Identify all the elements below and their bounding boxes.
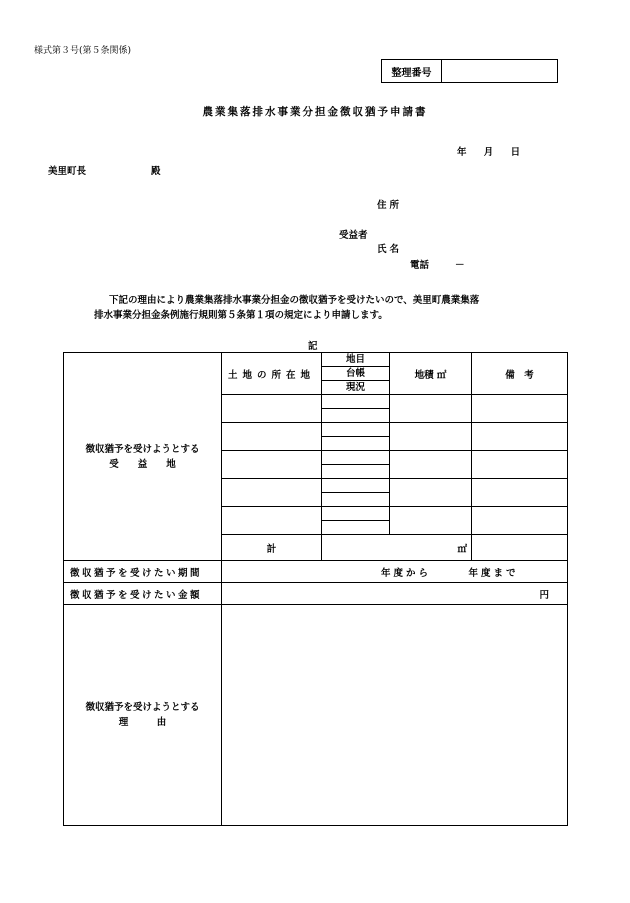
amount-label: 徴収猶予を受けたい金額 bbox=[64, 583, 222, 605]
remarks-input[interactable] bbox=[472, 507, 568, 535]
location-header: 土地の所在地 bbox=[222, 353, 322, 395]
beneficiary-label: 受益者 bbox=[339, 230, 368, 241]
reason-label-line2: 理 由 bbox=[118, 717, 167, 728]
land-label-line1: 徴収猶予を受けようとする bbox=[85, 443, 200, 455]
body-text-line2: 排水事業分担金条例施行規則第５条第１項の規定により申請します。 bbox=[94, 310, 388, 321]
area-input[interactable] bbox=[390, 451, 472, 479]
area-input[interactable] bbox=[390, 423, 472, 451]
chimoku-cell[interactable] bbox=[322, 451, 390, 479]
area-input[interactable] bbox=[390, 507, 472, 535]
form-number: 様式第３号(第５条関係) bbox=[34, 46, 132, 56]
location-input[interactable] bbox=[222, 423, 322, 451]
body-text-line1: 下記の理由により農業集落排水事業分担金の徴収猶予を受けたいので、美里町農業集落 bbox=[109, 295, 480, 306]
location-input[interactable] bbox=[222, 395, 322, 423]
land-label-line2: 受 益 地 bbox=[109, 458, 176, 470]
remarks-input[interactable] bbox=[472, 395, 568, 423]
reason-row bbox=[64, 605, 568, 826]
remarks-input[interactable] bbox=[472, 451, 568, 479]
area-header: 地積 ㎡ bbox=[390, 353, 472, 395]
date-line: 年 月 日 bbox=[457, 147, 521, 158]
chimoku-header-chimoku: 地目 bbox=[322, 353, 389, 367]
chimoku-cell[interactable] bbox=[322, 507, 390, 535]
seiri-number-box bbox=[381, 59, 558, 83]
period-value[interactable]: 年度から 年度まで bbox=[222, 561, 568, 583]
remarks-input[interactable] bbox=[472, 423, 568, 451]
seiri-number-field[interactable] bbox=[442, 60, 557, 82]
amount-row bbox=[64, 583, 568, 605]
reason-input[interactable] bbox=[222, 605, 568, 826]
addressee: 美里町長 bbox=[48, 166, 87, 177]
total-area-cell[interactable] bbox=[322, 535, 472, 561]
total-remarks-cell[interactable] bbox=[472, 535, 568, 561]
phone-label: 電話 bbox=[410, 260, 430, 271]
reason-label-line1: 徴収猶予を受けようとする bbox=[85, 702, 200, 713]
chimoku-cell[interactable] bbox=[322, 395, 390, 423]
honorific: 殿 bbox=[151, 166, 161, 177]
chimoku-header-genkyo: 現況 bbox=[345, 382, 365, 393]
chimoku-header-daicho: 台帳 bbox=[322, 367, 389, 381]
period-label: 徴収猶予を受けたい期間 bbox=[64, 561, 222, 583]
name-label: 氏名 bbox=[377, 244, 403, 255]
area-input[interactable] bbox=[390, 395, 472, 423]
chimoku-cell[interactable] bbox=[322, 423, 390, 451]
application-table bbox=[63, 352, 568, 826]
land-label-cell bbox=[64, 353, 222, 561]
table-header-row bbox=[64, 353, 568, 395]
location-input[interactable] bbox=[222, 507, 322, 535]
period-row bbox=[64, 561, 568, 583]
address-label: 住所 bbox=[377, 200, 403, 211]
amount-unit: 円 bbox=[539, 589, 549, 601]
remarks-header: 備 考 bbox=[472, 353, 568, 395]
remarks-input[interactable] bbox=[472, 479, 568, 507]
location-input[interactable] bbox=[222, 451, 322, 479]
chimoku-header bbox=[322, 353, 390, 395]
ki-marker: 記 bbox=[308, 341, 318, 352]
chimoku-cell[interactable] bbox=[322, 479, 390, 507]
seiri-number-label: 整理番号 bbox=[382, 60, 442, 82]
amount-value[interactable] bbox=[222, 583, 568, 605]
total-unit: ㎡ bbox=[457, 543, 467, 555]
phone-dash: － bbox=[455, 260, 465, 271]
location-input[interactable] bbox=[222, 479, 322, 507]
document-title: 農業集落排水事業分担金徴収猶予申請書 bbox=[202, 106, 428, 118]
reason-label-cell bbox=[64, 605, 222, 826]
total-label: 計 bbox=[222, 535, 322, 561]
area-input[interactable] bbox=[390, 479, 472, 507]
